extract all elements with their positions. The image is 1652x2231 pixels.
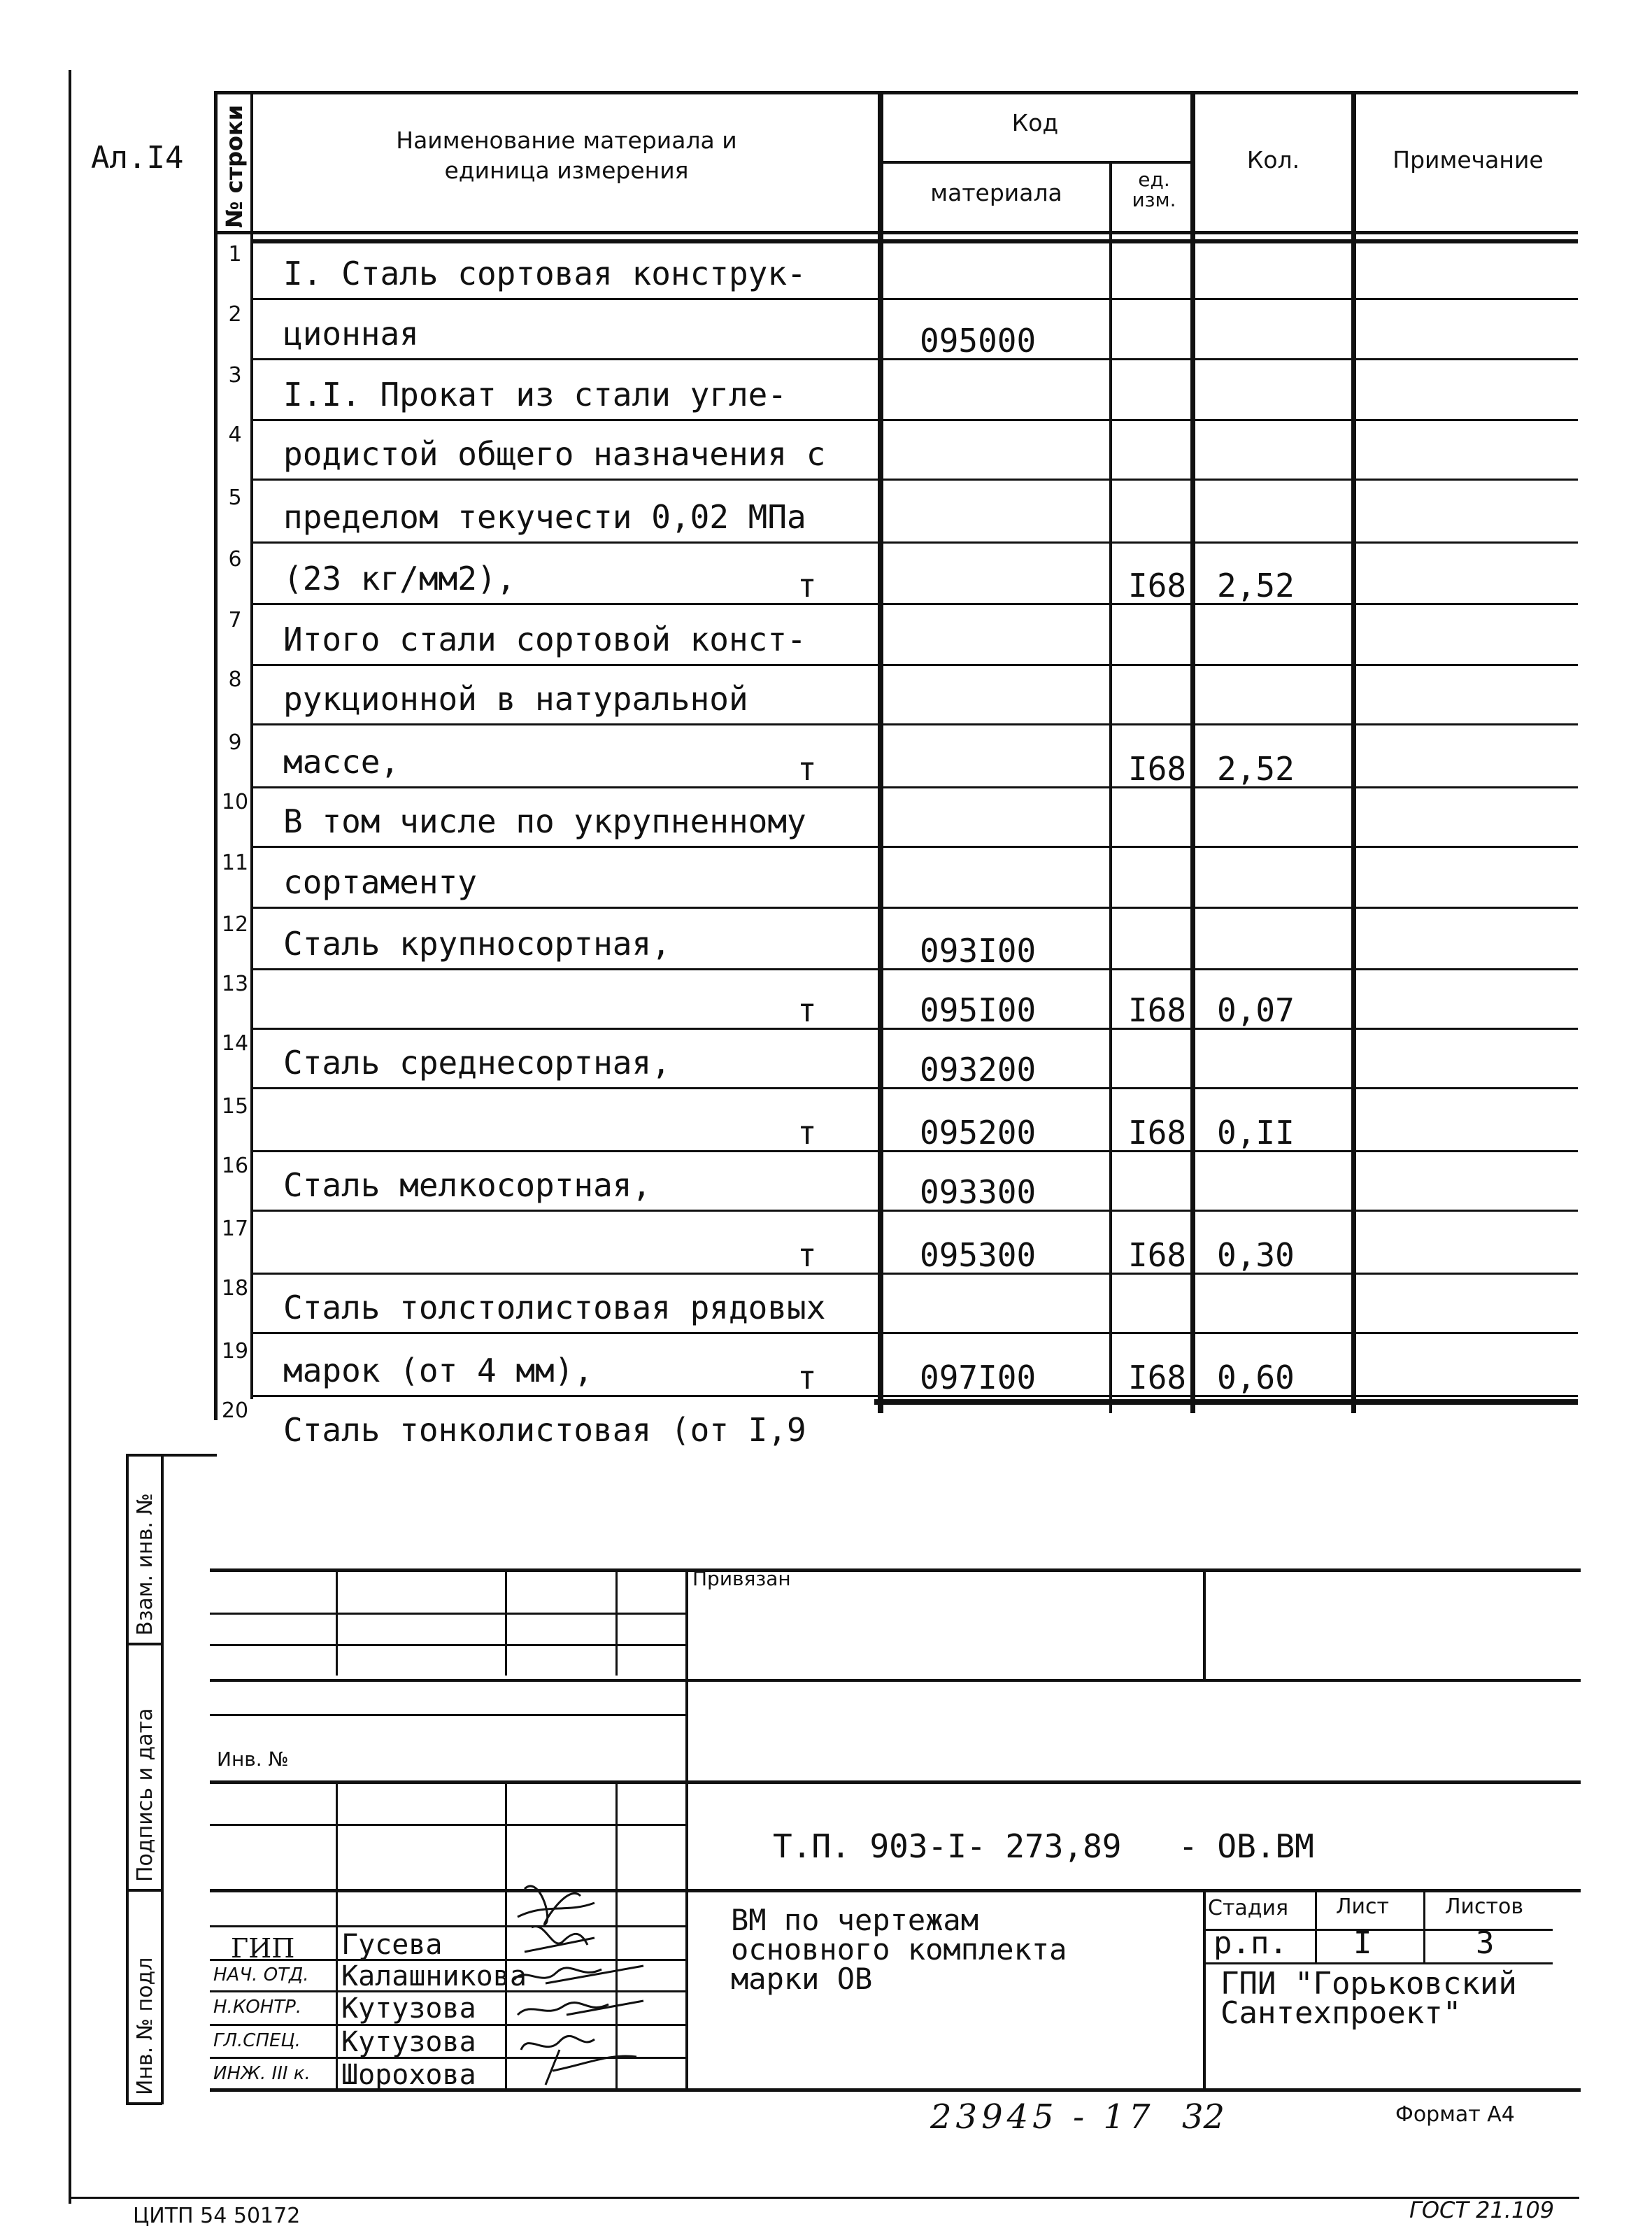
side-vzam: Взам. инв. № bbox=[133, 1493, 157, 1636]
inv-no-label: Инв. № bbox=[217, 1748, 289, 1771]
material-name: Сталь среднесортная, bbox=[283, 1044, 671, 1082]
signer-role: Н.КОНТР. bbox=[213, 1997, 302, 2018]
signer-role: НАЧ. ОТД. bbox=[213, 1964, 309, 1985]
material-name: В том числе по укрупненному bbox=[283, 802, 806, 840]
material-code: 095300 bbox=[920, 1236, 1037, 1274]
unit-of-measure: т bbox=[797, 750, 817, 788]
signer-name: Шорохова bbox=[341, 2059, 476, 2091]
material-name: Сталь тонколистовая (от I,9 bbox=[283, 1411, 806, 1449]
header-qty: Кол. bbox=[1246, 146, 1300, 173]
unit-of-measure: т bbox=[797, 567, 817, 604]
material-name: сортаменту bbox=[283, 863, 477, 901]
row-number: 8 bbox=[228, 667, 242, 692]
row-number: 17 bbox=[221, 1217, 249, 1241]
material-name: (23 кг/мм2), bbox=[283, 560, 516, 597]
row-number: 10 bbox=[221, 790, 249, 814]
row-divider bbox=[250, 1087, 1578, 1089]
material-name: рукционной в натуральной bbox=[283, 680, 748, 718]
row-number: 19 bbox=[221, 1339, 249, 1364]
material-name: I.I. Прокат из стали угле- bbox=[283, 376, 788, 413]
row-number: 5 bbox=[228, 486, 242, 510]
row-divider bbox=[250, 358, 1578, 360]
signer-name: Калашникова bbox=[341, 1960, 527, 1992]
quantity: 0,07 bbox=[1217, 991, 1295, 1029]
row-number: 12 bbox=[221, 912, 249, 937]
unit-code: I68 bbox=[1128, 1359, 1187, 1396]
row-divider bbox=[250, 479, 1578, 481]
row-divider bbox=[250, 968, 1578, 970]
description-line-1: ВМ по чертежам bbox=[731, 1903, 979, 1937]
row-divider bbox=[250, 1395, 1578, 1397]
material-code: 095000 bbox=[920, 322, 1037, 360]
row-number: 13 bbox=[221, 972, 249, 996]
quantity: 2,52 bbox=[1217, 750, 1295, 788]
header-note: Примечание bbox=[1393, 146, 1544, 173]
unit-code: I68 bbox=[1128, 750, 1187, 788]
material-name: ционная bbox=[283, 315, 419, 353]
row-divider bbox=[250, 541, 1578, 544]
material-code: 093200 bbox=[920, 1051, 1037, 1089]
row-divider bbox=[250, 1273, 1578, 1275]
row-divider bbox=[250, 419, 1578, 421]
sheet-id: Ал.I4 bbox=[91, 140, 184, 176]
row-divider bbox=[250, 1150, 1578, 1152]
quantity: 0,II bbox=[1217, 1114, 1295, 1152]
description-line-3: марки ОВ bbox=[731, 1962, 873, 1996]
bottom-line bbox=[69, 2197, 1579, 2199]
header-name: Наименование материала и единица измерения bbox=[396, 127, 737, 184]
row-divider bbox=[250, 1332, 1578, 1334]
signer-name: Гусева bbox=[341, 1929, 443, 1961]
material-code: 095200 bbox=[920, 1114, 1037, 1152]
row-divider bbox=[250, 664, 1578, 666]
row-divider bbox=[250, 846, 1578, 848]
sheet-value: I bbox=[1353, 1925, 1372, 1961]
unit-of-measure: т bbox=[797, 991, 817, 1029]
row-number: 9 bbox=[228, 730, 242, 755]
format-label: Формат А4 bbox=[1395, 2102, 1515, 2127]
unit-code: I68 bbox=[1128, 1236, 1187, 1274]
unit-code: I68 bbox=[1128, 991, 1187, 1029]
organization-line-2: Сантехпроект" bbox=[1220, 1995, 1462, 2031]
row-number: 15 bbox=[221, 1094, 249, 1119]
header-code: Код bbox=[1011, 109, 1059, 136]
sheets-value: 3 bbox=[1476, 1925, 1495, 1961]
material-name: пределом текучести 0,02 МПа bbox=[283, 498, 806, 536]
row-number: 1 bbox=[228, 242, 242, 267]
sheet-label: Лист bbox=[1336, 1894, 1390, 1919]
side-inv-podl: Инв. № подл bbox=[133, 1957, 157, 2095]
handwritten-number: 23945 - 17 bbox=[930, 2097, 1155, 2137]
row-divider bbox=[250, 786, 1578, 788]
row-divider bbox=[250, 1028, 1578, 1030]
row-number: 16 bbox=[221, 1154, 249, 1178]
page-number: 32 bbox=[1182, 2097, 1225, 2137]
material-name: родистой общего назначения с bbox=[283, 435, 826, 473]
material-name: I. Сталь сортовая конструк- bbox=[283, 255, 806, 292]
signer-role: ИНЖ. III к. bbox=[213, 2063, 311, 2084]
row-divider bbox=[250, 907, 1578, 909]
quantity: 2,52 bbox=[1217, 567, 1295, 604]
header-code-unit: ед. изм. bbox=[1132, 168, 1176, 212]
unit-code: I68 bbox=[1128, 567, 1187, 604]
unit-of-measure: т bbox=[797, 1359, 817, 1396]
sheets-label: Листов bbox=[1445, 1894, 1524, 1919]
row-number: 18 bbox=[221, 1276, 249, 1301]
organization-line-1: ГПИ "Горьковский bbox=[1220, 1966, 1517, 2002]
privyazan-label: Привязан bbox=[692, 1567, 791, 1590]
row-number: 20 bbox=[221, 1398, 249, 1423]
row-divider bbox=[250, 1210, 1578, 1212]
footer-left: ЦИТП 54 50172 bbox=[133, 2204, 301, 2228]
material-name: марок (от 4 мм), bbox=[283, 1352, 594, 1389]
material-code: 095I00 bbox=[920, 991, 1037, 1029]
row-number: 6 bbox=[228, 547, 242, 572]
unit-of-measure: т bbox=[797, 1236, 817, 1274]
signer-role: ГИП bbox=[231, 1933, 295, 1964]
signer-role: ГЛ.СПЕЦ. bbox=[213, 2030, 301, 2051]
stage-value: р.п. bbox=[1213, 1925, 1288, 1961]
material-name: Итого стали сортовой конст- bbox=[283, 621, 806, 658]
material-name: Сталь толстолистовая рядовых bbox=[283, 1289, 826, 1326]
header-row-no: № строки bbox=[221, 104, 248, 228]
row-number: 4 bbox=[228, 423, 242, 447]
unit-of-measure: т bbox=[797, 1114, 817, 1152]
unit-code: I68 bbox=[1128, 1114, 1187, 1152]
signatures bbox=[504, 1875, 664, 2092]
side-podpis: Подпись и дата bbox=[133, 1708, 157, 1882]
stage-label: Стадия bbox=[1208, 1896, 1289, 1920]
quantity: 0,30 bbox=[1217, 1236, 1295, 1274]
header-code-material: материала bbox=[930, 179, 1062, 206]
row-number: 7 bbox=[228, 608, 242, 632]
row-divider bbox=[250, 298, 1578, 300]
material-name: массе, bbox=[283, 743, 400, 781]
material-code: 097I00 bbox=[920, 1359, 1037, 1396]
signer-name: Кутузова bbox=[341, 1992, 476, 2025]
description-line-2: основного комплекта bbox=[731, 1932, 1067, 1967]
row-number: 11 bbox=[221, 851, 249, 875]
material-code: 093I00 bbox=[920, 932, 1037, 970]
signer-name: Кутузова bbox=[341, 2026, 476, 2058]
row-number: 2 bbox=[228, 302, 242, 327]
quantity: 0,60 bbox=[1217, 1359, 1295, 1396]
row-divider bbox=[250, 603, 1578, 605]
material-name: Сталь мелкосортная, bbox=[283, 1166, 652, 1204]
document-code: Т.П. 903-I- 273,89 bbox=[773, 1827, 1122, 1865]
row-number: 14 bbox=[221, 1031, 249, 1056]
document-code-suffix: - ОВ.ВМ bbox=[1179, 1827, 1314, 1865]
material-name: Сталь крупносортная, bbox=[283, 925, 671, 963]
row-divider bbox=[250, 723, 1578, 725]
row-number: 3 bbox=[228, 363, 242, 388]
material-code: 093300 bbox=[920, 1173, 1037, 1211]
footer-right: ГОСТ 21.109 bbox=[1409, 2197, 1555, 2223]
